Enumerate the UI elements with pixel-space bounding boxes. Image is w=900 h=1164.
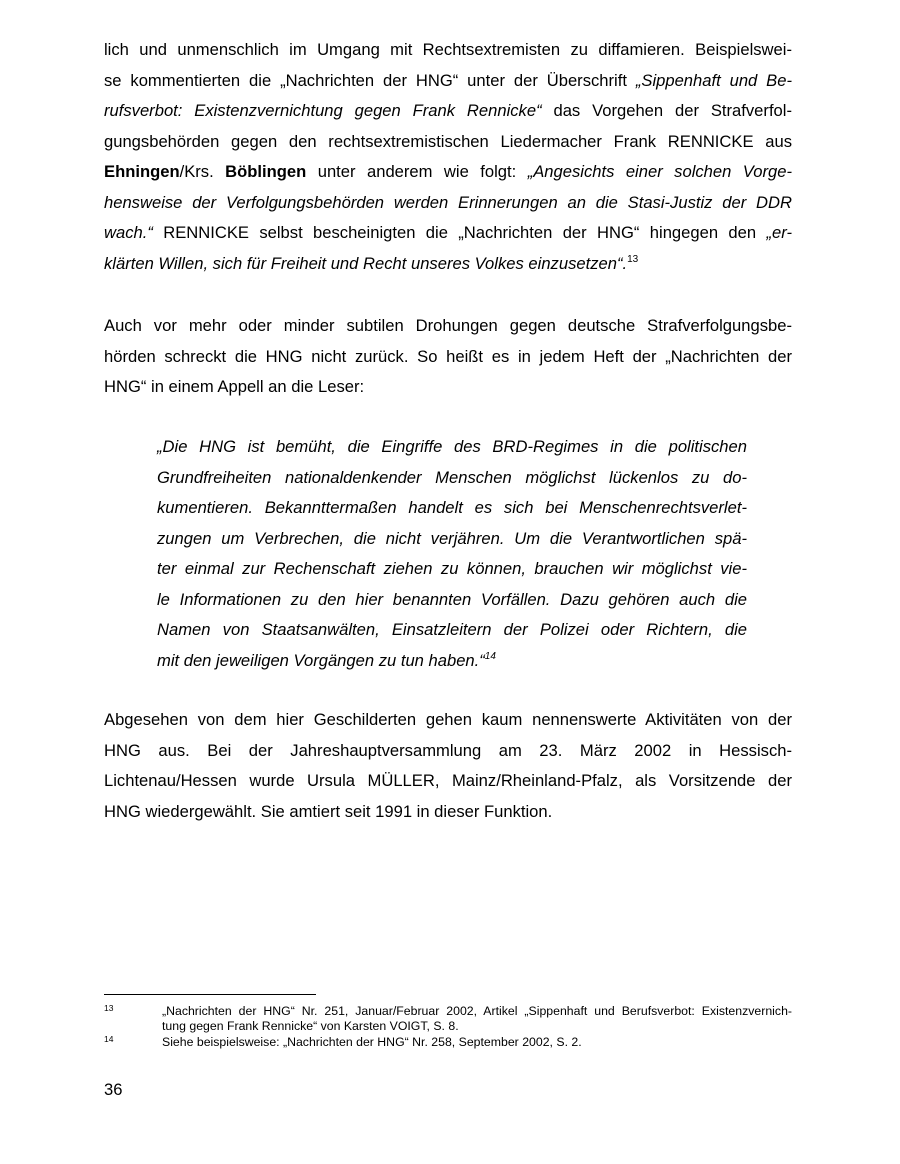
footnote-reference[interactable]: 14	[484, 650, 496, 662]
quote-line: „Die HNG ist bemüht, die Eingriffe des BRD-Regimes in die politischen	[157, 437, 747, 456]
paragraph-1-line	[104, 249, 792, 280]
footnote-number: 13	[104, 1003, 114, 1013]
quote-line: Grundfreiheiten nationaldenkender Menschen möglichst lückenlos zu do-	[157, 467, 747, 487]
footnote-line: „Nachrichten der HNG“ Nr. 251, Januar/Februar 2002, Artikel „Sippenhaft und Berufsverbot: Existenzvernich-	[162, 1004, 792, 1018]
text: gungsbehörden gegen den rechtsextremistischen Liedermacher Frank RENNICKE aus	[104, 131, 792, 151]
footnote-text	[162, 1035, 792, 1050]
page-number: 36	[104, 1080, 123, 1099]
footnote-number: 14	[104, 1034, 114, 1044]
paragraph-2	[104, 311, 792, 403]
bold-place-name: Ehningen	[104, 162, 180, 181]
text: RENNICKE selbst bescheinigten die „Nachrichten der HNG“ hingegen den	[152, 223, 767, 242]
paragraph-3-line: HNG aus. Bei der Jahreshauptversammlung am 23. März 2002 in Hessisch-	[104, 740, 792, 760]
text: se kommentierten die „Nachrichten der HNG“ unter der Überschrift	[104, 70, 636, 90]
paragraph-1-line	[104, 35, 792, 66]
footnote-line: tung gegen Frank Rennicke“ von Karsten VOIGT, S. 8.	[162, 1019, 459, 1033]
paragraph-1-line	[104, 188, 792, 219]
paragraph-1-line	[104, 66, 792, 97]
paragraph-1-line	[104, 96, 792, 127]
text: /Krs.	[179, 162, 226, 181]
paragraph-2-line: hörden schreckt die HNG nicht zurück. So heißt es in jedem Heft der „Nachrichten der	[104, 346, 792, 366]
footnote-reference[interactable]: 13	[627, 253, 639, 265]
quote-line: ter einmal zur Rechenschaft ziehen zu können, brauchen wir möglichst vie-	[157, 559, 747, 578]
text: das Vorgehen der Strafverfol-	[541, 101, 792, 120]
quote-line	[157, 646, 747, 677]
paragraph-3-line: Abgesehen von dem hier Geschilderten gehen kaum nennenswerte Aktivitäten von der	[104, 710, 792, 729]
italic-quote: klärten Willen, sich für Freiheit und Recht unseres Volkes einzusetzen“.	[104, 253, 628, 273]
italic-heading-quote: „Sippenhaft und Be-	[635, 70, 792, 90]
footnote-text	[162, 1004, 792, 1034]
footnote-divider	[104, 994, 316, 995]
quote-line: le Informationen zu den hier benannten Vorfällen. Dazu gehören auch die	[157, 589, 747, 609]
paragraph-1	[104, 35, 792, 279]
quote-line: kumentieren. Bekannttermaßen handelt es sich bei Menschenrechtsverlet-	[157, 498, 747, 517]
block-quote	[157, 432, 747, 676]
quote-line: Namen von Staatsanwälten, Einsatzleitern der Polizei oder Richtern, die	[157, 620, 747, 639]
bold-place-name: Böblingen	[225, 162, 307, 181]
paragraph-3-line: Lichtenau/Hessen wurde Ursula MÜLLER, Mainz/Rheinland-Pfalz, als Vorsitzende der	[104, 771, 792, 790]
italic-quote: „er-	[766, 223, 792, 242]
italic-quote: „Angesichts einer solchen Vorge-	[527, 162, 792, 181]
italic-quote: hensweise der Verfolgungsbehörden werden Erinnerungen an die Stasi-Justiz der DDR	[104, 192, 792, 212]
text: lich und unmenschlich im Umgang mit Rechtsextremisten zu diffamieren. Beispielswei-	[104, 40, 792, 59]
paragraph-3-line: HNG wiedergewählt. Sie amtiert seit 1991 in dieser Funktion.	[104, 801, 553, 821]
footnote-line: Siehe beispielsweise: „Nachrichten der HNG“ Nr. 258, September 2002, S. 2.	[162, 1035, 582, 1049]
italic-quote: wach.“	[104, 223, 153, 242]
paragraph-1-line	[104, 218, 792, 249]
quote-line: zungen um Verbrechen, die nicht verjähren. Um die Verantwortlichen spä-	[157, 528, 747, 548]
paragraph-3	[104, 705, 792, 827]
paragraph-2-line: Auch vor mehr oder minder subtilen Drohungen gegen deutsche Strafverfolgungsbe-	[104, 316, 792, 335]
text: mit den jeweiligen Vorgängen zu tun haben.“	[157, 650, 485, 670]
paragraph-1-line	[104, 127, 792, 158]
paragraph-2-line: HNG“ in einem Appell an die Leser:	[104, 377, 365, 396]
text: unter anderem wie folgt:	[306, 162, 528, 181]
paragraph-1-line	[104, 157, 792, 188]
italic-heading-quote: rufsverbot: Existenzvernichtung gegen Frank Rennicke“	[104, 101, 542, 120]
